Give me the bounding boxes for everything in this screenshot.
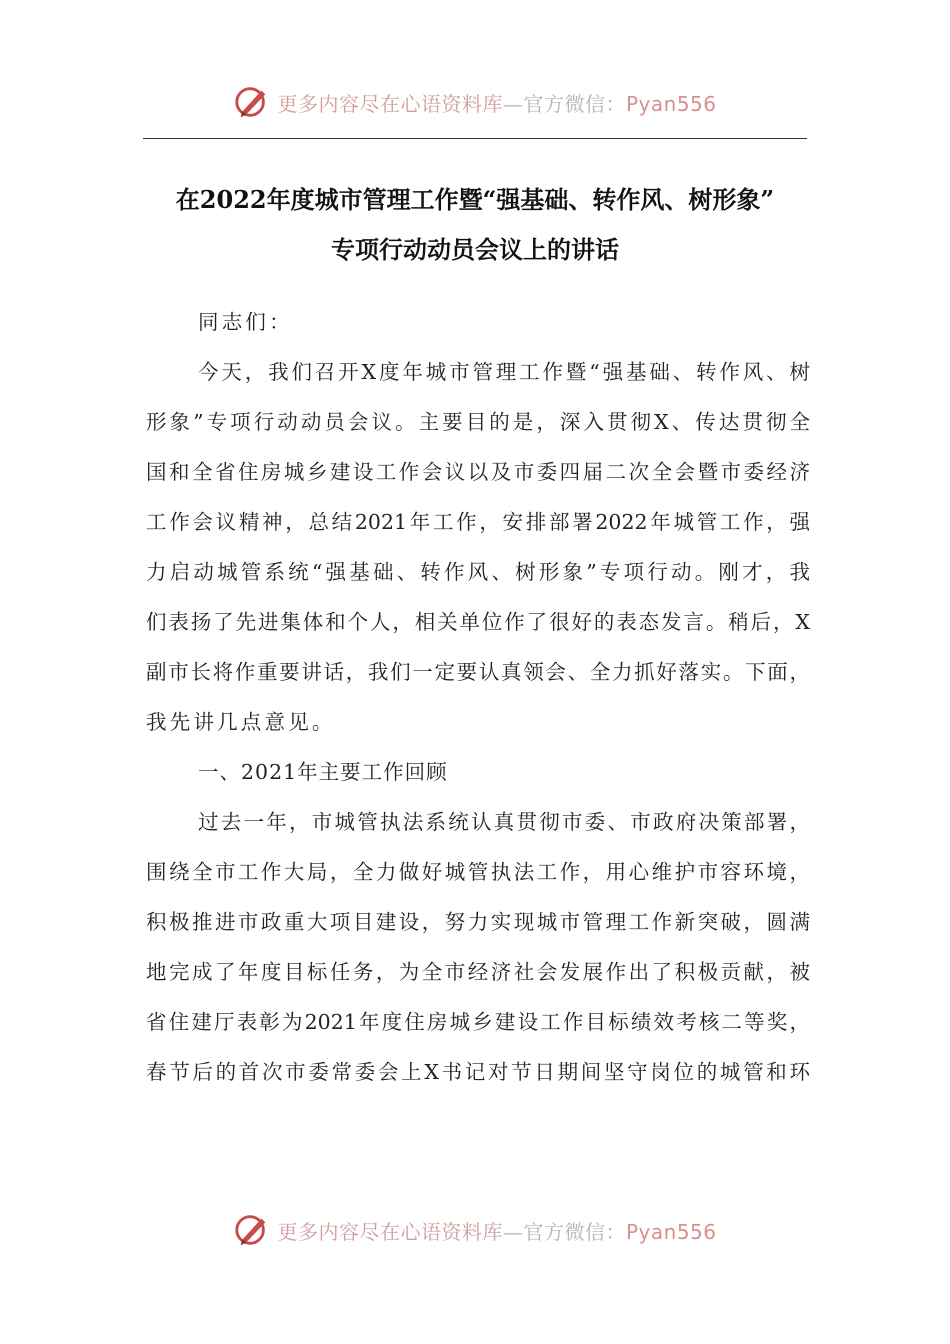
section-heading: 一、2021年主要工作回顾: [198, 760, 448, 784]
banner-wechat-label: —官方微信：: [502, 1219, 626, 1244]
banner-text: [277, 88, 716, 117]
paragraph-line: 副市长将作重要讲话，我们一定要认真领会、全力抓好落实。下面，: [146, 660, 810, 684]
banner-text: [277, 1216, 716, 1245]
banner-library-text: 更多内容尽在心语资料库: [277, 1219, 503, 1244]
paragraph-line: 春节后的首次市委常委会上X书记对节日期间坚守岗位的城管和环: [146, 1060, 810, 1084]
paragraph-line: 地完成了年度目标任务，为全市经济社会发展作出了积极贡献，被: [146, 960, 810, 984]
pen-logo-icon: [233, 1211, 271, 1249]
paragraph-line: 们表扬了先进集体和个人，相关单位作了很好的表态发言。稍后，X: [146, 610, 810, 634]
paragraph-line: 形象”专项行动动员会议。主要目的是，深入贯彻X、传达贯彻全: [146, 410, 810, 434]
paragraph-line: 省住建厅表彰为2021年度住房城乡建设工作目标绩效考核二等奖，: [146, 1010, 810, 1034]
paragraph-line: 我先讲几点意见。: [146, 710, 336, 734]
header-banner: [0, 80, 950, 124]
paragraph-line: 积极推进市政重大项目建设，努力实现城市管理工作新突破，圆满: [146, 910, 810, 934]
footer-banner: [0, 1208, 950, 1252]
paragraph-line: 工作会议精神，总结2021年工作，安排部署2022年城管工作，强: [146, 510, 810, 534]
paragraph-line: 今天，我们召开X度年城市管理工作暨“强基础、转作风、树: [198, 360, 810, 384]
document-title-line-2: 专项行动动员会议上的讲话: [331, 235, 619, 264]
banner-wechat-id: Pyan556: [625, 1219, 717, 1244]
paragraph-line: 过去一年，市城管执法系统认真贯彻市委、市政府决策部署，: [198, 810, 810, 834]
banner-library-text: 更多内容尽在心语资料库: [277, 91, 503, 116]
salutation: 同志们：: [198, 310, 293, 334]
pen-logo-icon: [233, 83, 271, 121]
paragraph-line: 围绕全市工作大局，全力做好城管执法工作，用心维护市容环境，: [146, 860, 810, 884]
header-divider: [143, 138, 807, 139]
banner-wechat-id: Pyan556: [625, 91, 717, 116]
paragraph-line: 力启动城管系统“强基础、转作风、树形象”专项行动。刚才，我: [146, 560, 810, 584]
paragraph-line: 国和全省住房城乡建设工作会议以及市委四届二次全会暨市委经济: [146, 460, 810, 484]
banner-wechat-label: —官方微信：: [502, 91, 626, 116]
document-title-line-1: 在2022年度城市管理工作暨“强基础、转作风、树形象”: [175, 185, 775, 214]
